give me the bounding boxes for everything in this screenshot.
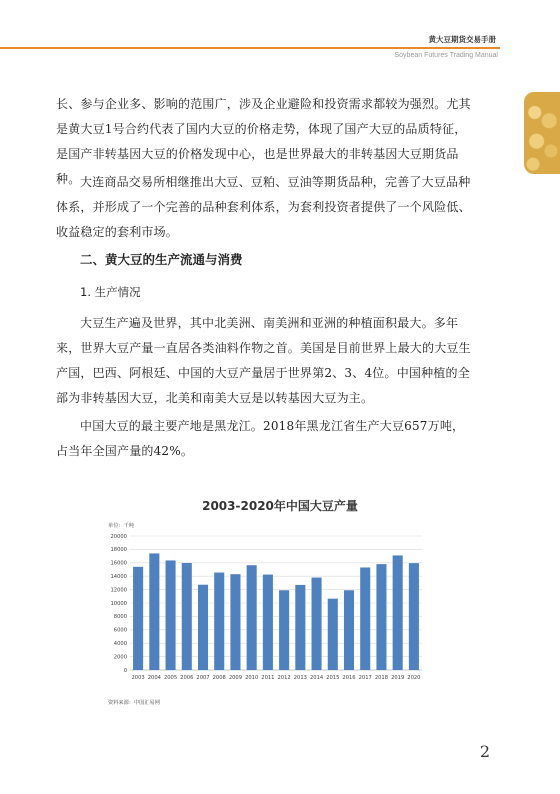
paragraph-3: 大豆生产遍及世界，其中北美洲、南美洲和亚洲的种植面积最大。多年来，世界大豆产量一直居各类油料作物之首。美国是目前世界上最大的大豆生产国，巴西、阿根廷、中国的大豆产量居于世界第2、3、4位。中国种植的全部为非转基因大豆，北美和南美大豆是以转基因大豆为主。 — [56, 316, 471, 405]
y-tick-label: 14000 — [110, 574, 127, 580]
paragraph-4: 中国大豆的最主要产地是黑龙江。2018年黑龙江省生产大豆657万吨，占当年全国产量的42%。 — [56, 419, 465, 458]
x-tick-label: 2004 — [147, 675, 161, 681]
chart-source: 资料来源：中国汇易网 — [108, 700, 160, 706]
bar-2012 — [279, 590, 289, 670]
bar-2011 — [263, 575, 273, 670]
bar-2013 — [295, 585, 305, 670]
chart-title: 2003-2020年中国大豆产量 — [202, 499, 358, 513]
paragraph-1: 长、参与企业多、影响的范围广，涉及企业避险和投资需求都较为强烈。尤其是黄大豆1号合约代表了国内大豆的价格走势，体现了国产大豆的品质特征，是国产非转基因大豆的价格发现中心，也是世界最大的非转基因大豆期货品种。 — [56, 97, 471, 186]
section-heading: 二、黄大豆的生产流通与消费 — [80, 252, 243, 267]
bar-2003 — [133, 567, 143, 670]
x-tick-label: 2015 — [326, 675, 340, 681]
manual-title: 黄大豆期货交易手册 — [428, 35, 496, 44]
x-tick-label: 2018 — [374, 675, 389, 681]
x-tick-label: 2014 — [309, 675, 324, 681]
y-tick-label: 4000 — [113, 641, 127, 647]
bar-2014 — [312, 578, 322, 670]
x-tick-label: 2009 — [228, 675, 243, 681]
bar-2008 — [214, 573, 224, 670]
x-tick-label: 2016 — [342, 675, 356, 681]
x-tick-label: 2003 — [131, 675, 145, 681]
x-tick-label: 2012 — [277, 675, 291, 681]
y-tick-label: 0 — [123, 667, 127, 674]
y-tick-label: 6000 — [113, 627, 127, 634]
x-tick-label: 2013 — [293, 675, 307, 681]
x-tick-label: 2019 — [391, 675, 405, 681]
sub-heading: 1. 生产情况 — [80, 285, 141, 299]
bar-2016 — [344, 590, 354, 670]
y-tick-label: 10000 — [110, 600, 127, 607]
soybean-image — [524, 92, 560, 174]
bar-2019 — [393, 555, 403, 670]
page-number: 2 — [479, 742, 490, 761]
x-tick-label: 2007 — [196, 675, 210, 681]
x-tick-label: 2017 — [358, 675, 372, 681]
y-tick-label: 20000 — [110, 533, 127, 540]
paragraph-2: 大连商品交易所相继推出大豆、豆粕、豆油等期货品种，完善了大豆品种体系，并形成了一个完善的品种套利体系，为套利投资者提供了一个风险低、收益稳定的套利市场。 — [56, 175, 471, 239]
bar-2010 — [247, 565, 257, 670]
bar-2009 — [230, 574, 240, 670]
soybean-production-chart — [100, 518, 430, 708]
x-tick-label: 2011 — [261, 675, 275, 681]
bar-2018 — [376, 564, 386, 670]
bar-2004 — [149, 553, 159, 670]
bar-2006 — [182, 563, 192, 670]
x-tick-label: 2005 — [163, 675, 178, 681]
bar-2020 — [409, 563, 419, 670]
x-tick-label: 2010 — [245, 675, 259, 681]
manual-subtitle: Soybean Futures Trading Manual — [394, 52, 498, 59]
chart-unit-label: 单位：千吨 — [108, 523, 134, 529]
header-rule — [0, 47, 500, 49]
bar-2005 — [166, 560, 176, 670]
bar-2015 — [328, 599, 338, 670]
x-tick-label: 2008 — [212, 675, 226, 681]
x-tick-label: 2006 — [180, 675, 194, 681]
y-tick-label: 2000 — [113, 654, 127, 661]
x-tick-label: 2020 — [407, 675, 421, 681]
bar-2017 — [360, 567, 370, 670]
y-tick-label: 18000 — [110, 547, 127, 554]
y-tick-label: 16000 — [110, 560, 127, 567]
y-tick-label: 8000 — [113, 614, 127, 621]
y-tick-label: 12000 — [110, 587, 127, 594]
bar-2007 — [198, 585, 208, 670]
